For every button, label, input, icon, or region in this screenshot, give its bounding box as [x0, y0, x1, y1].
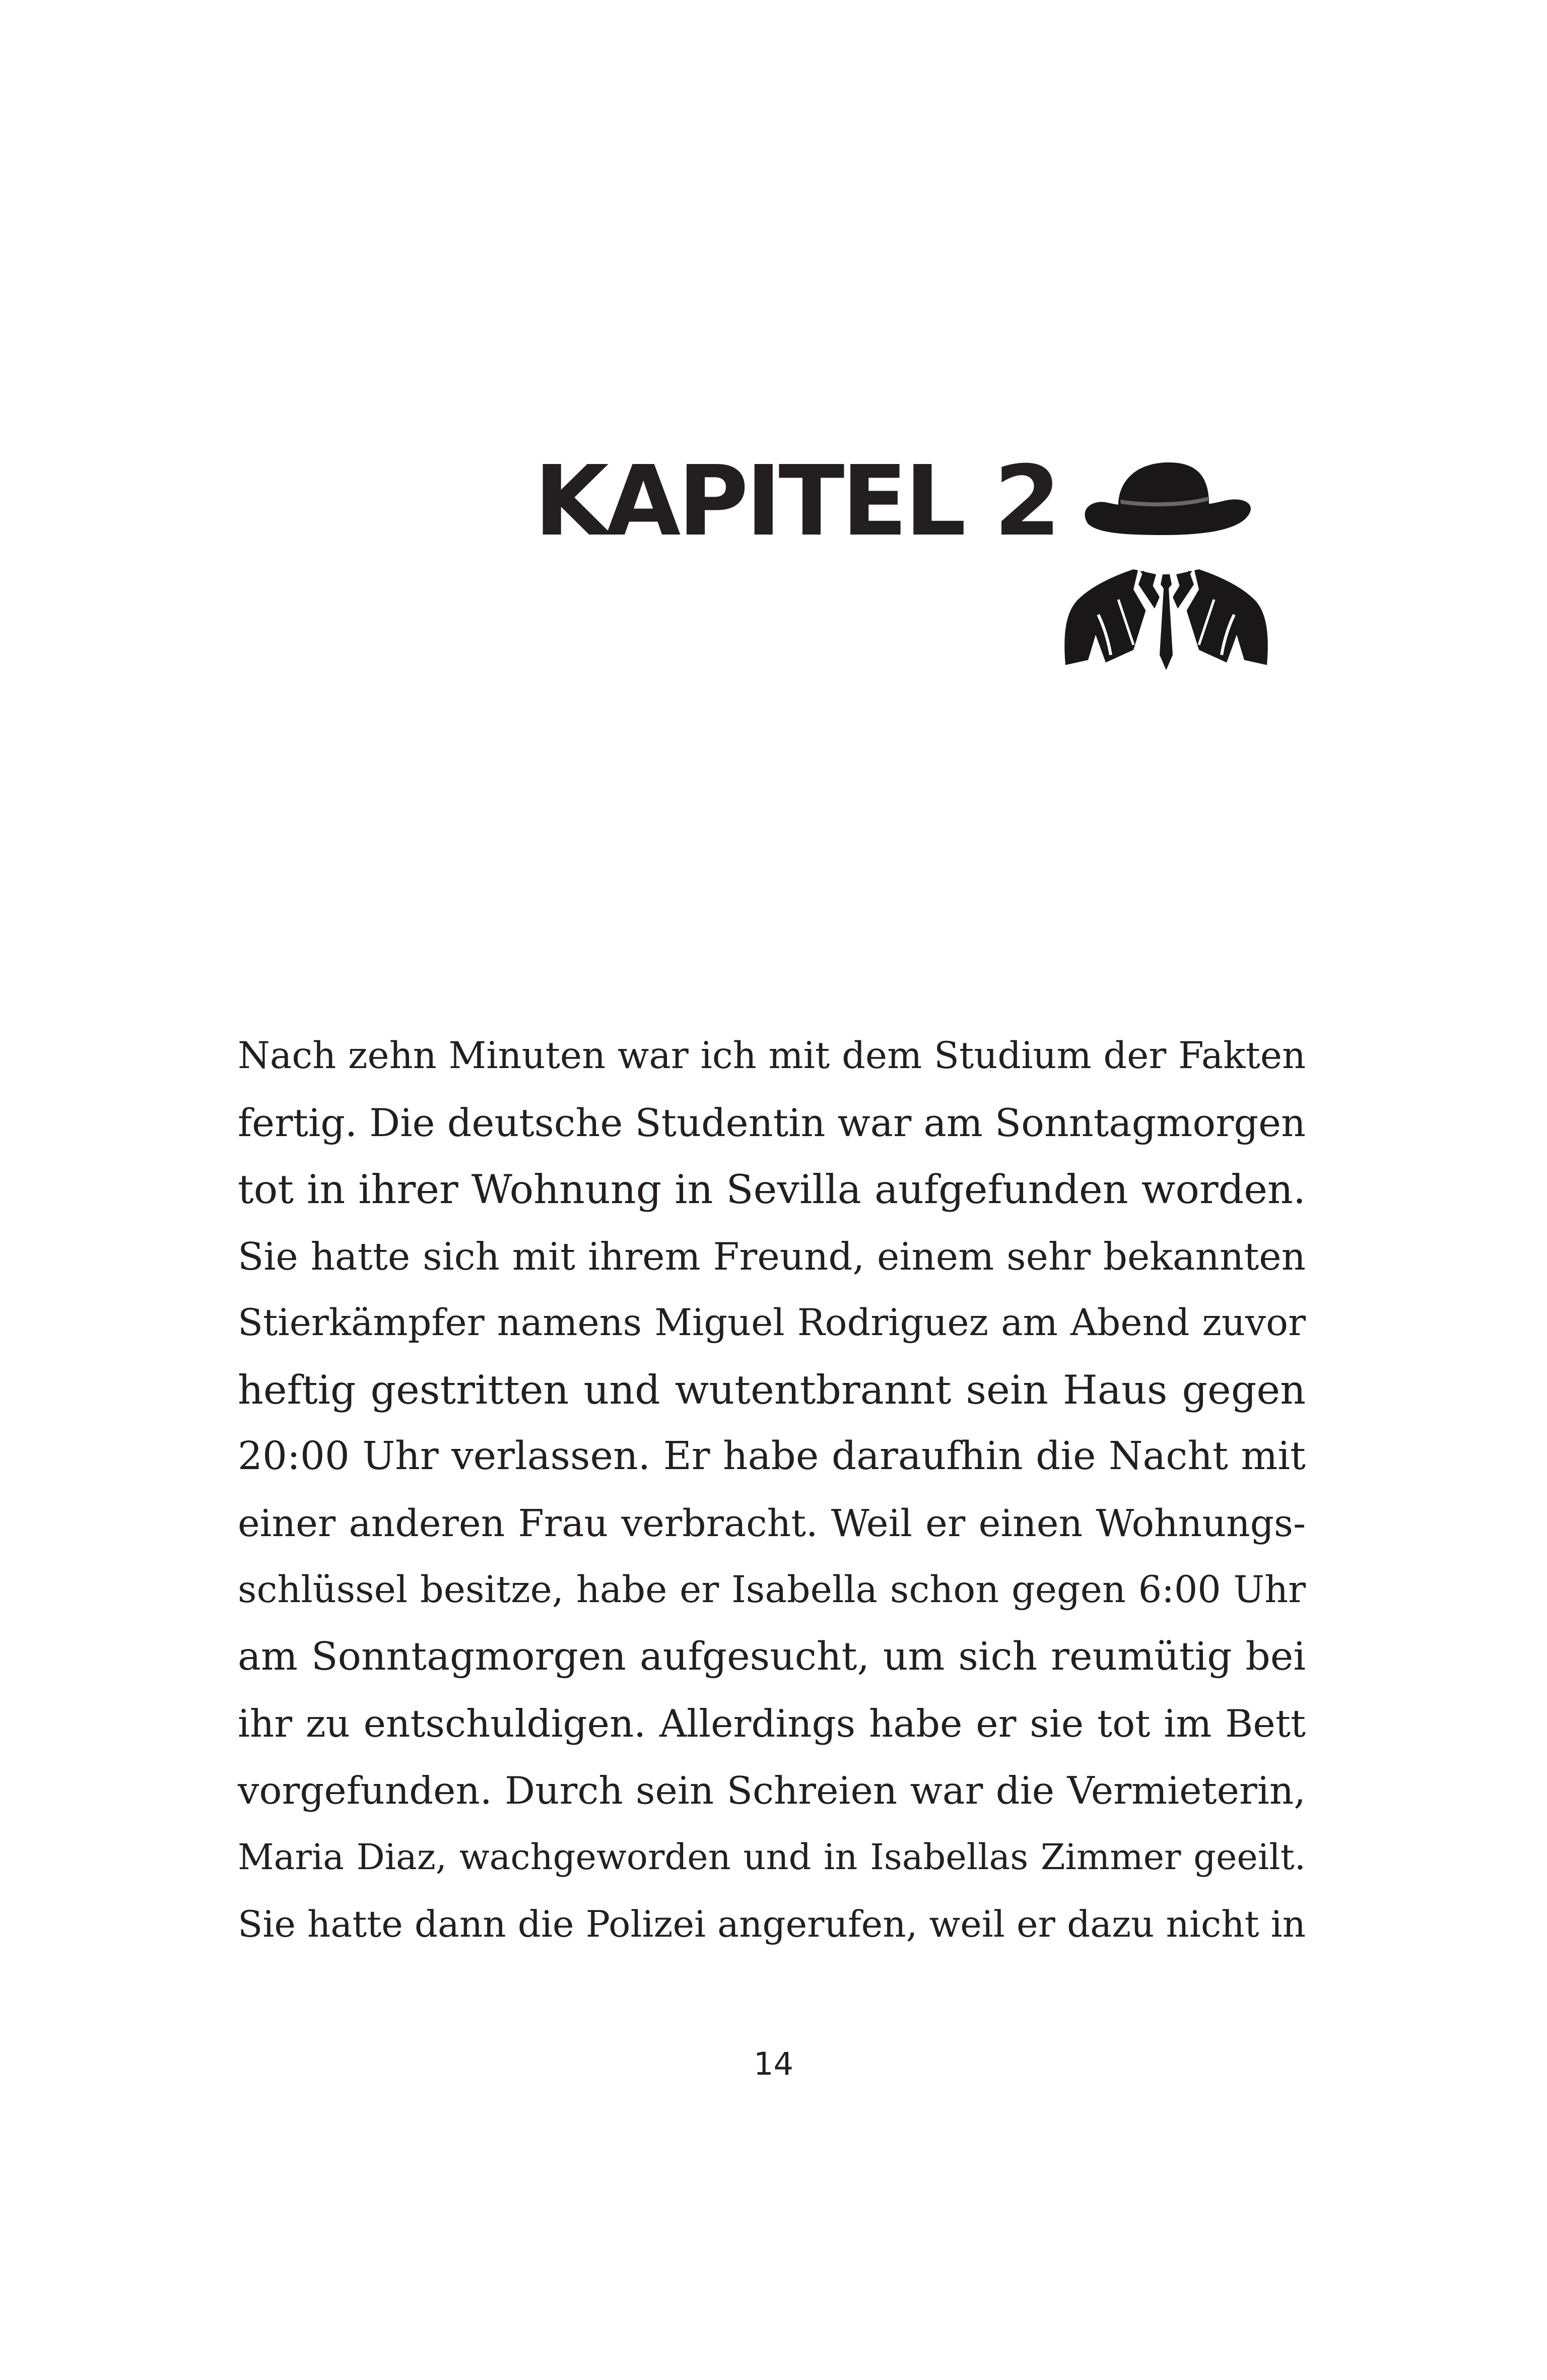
text-line: Sie hatte sich mit ihrem Freund, einem sehr bekannten	[238, 1234, 1306, 1279]
text-line: einer anderen Frau verbracht. Weil er einen Wohnungs-	[238, 1501, 1306, 1545]
text-line: am Sonntagmorgen aufgesucht, um sich reumütig bei	[238, 1634, 1306, 1679]
text-line: 20:00 Uhr verlassen. Er habe daraufhin die Nacht mit	[238, 1434, 1306, 1479]
text-line: tot in ihrer Wohnung in Sevilla aufgefunden worden.	[238, 1166, 1306, 1213]
chapter-title: KAPITEL 2	[534, 445, 1058, 558]
body-text	[238, 1023, 1306, 1957]
text-line: Maria Diaz, wachgeworden und in Isabellas Zimmer geeilt.	[238, 1836, 1306, 1878]
text-line: vorgefunden. Durch sein Schreien war die Vermieterin,	[238, 1768, 1306, 1813]
text-line: Stierkämpfer namens Miguel Rodriguez am Abend zuvor	[238, 1301, 1306, 1344]
text-line: heftig gestritten und wutentbrannt sein Haus gegen	[238, 1366, 1306, 1413]
text-line: schlüssel besitze, habe er Isabella schon gegen 6:00 Uhr	[238, 1568, 1306, 1611]
text-line: Sie hatte dann die Polizei angerufen, weil er dazu nicht in	[238, 1902, 1306, 1945]
text-line: Nach zehn Minuten war ich mit dem Studium der Fakten	[238, 1034, 1306, 1077]
text-line: ihr zu entschuldigen. Allerdings habe er sie tot im Bett	[238, 1701, 1306, 1746]
page-number: 14	[754, 2045, 793, 2082]
text-line: fertig. Die deutsche Studentin war am Sonntagmorgen	[238, 1100, 1306, 1145]
detective-icon	[1058, 448, 1274, 680]
